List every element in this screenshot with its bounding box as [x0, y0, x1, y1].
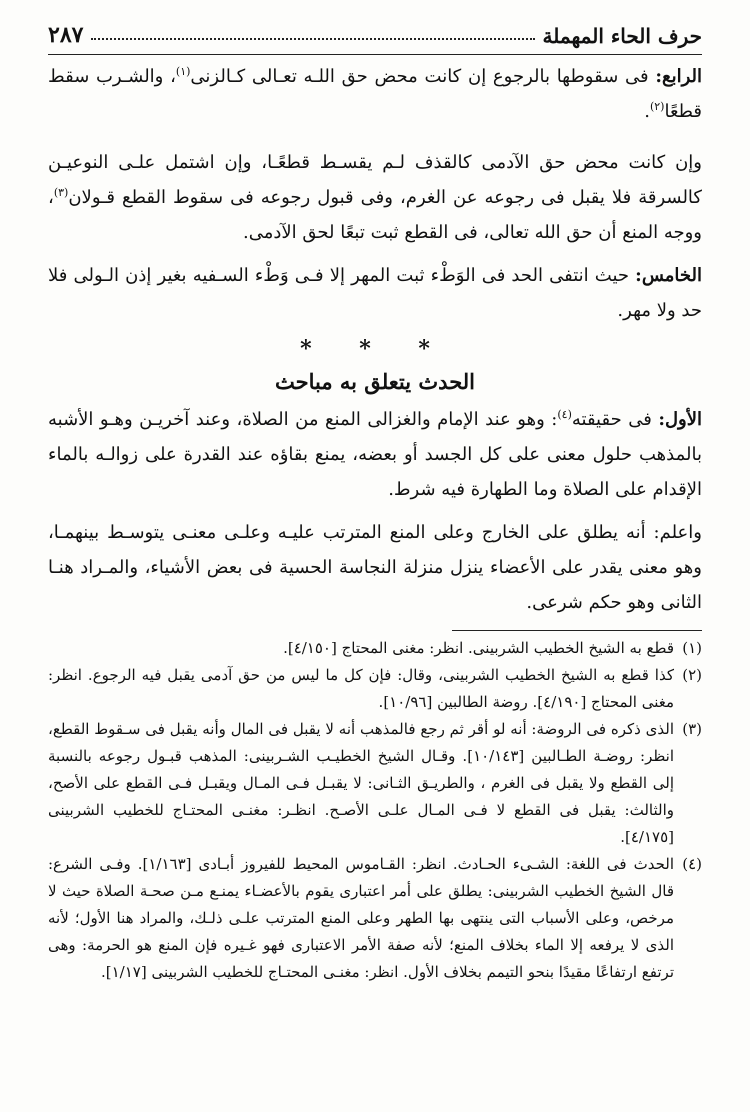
paragraph-text: : وهو عند الإمام والغزالى المنع من الصلاة، وعند آخريـن وهـو الأشبه بالمذهب حلول معنى على كل الجسد أو بعضه، يمنع بقاؤه عند القدرة على زوالـه بالماء الإقدام على الصلاة وما الطهارة فيه شرط.: [48, 409, 702, 500]
footnote-ref[interactable]: (١): [175, 65, 191, 78]
paragraph-text: واعلم: أنه يطلق على الخارج وعلى المنع المترتب عليـه وعلـى معنـى يتوسـط بينهمـا، وهو معنى يقدر على الأعضاء ينزل منزلة النجاسة الحسية فى بعض الأشياء، والمـراد هنـا الثانى وهو حكم شرعى.: [48, 522, 702, 613]
footnote: [48, 662, 702, 716]
paragraph-text: فى سقوطها بالرجوع إن كانت محض حق اللـه تعـالى كـالزنى: [190, 66, 656, 87]
footnote-text: قطع به الشيخ الخطيب الشربينى. انظر: مغنى المحتاج [٤/١٥٠].: [283, 639, 674, 657]
paragraph-text: .: [644, 101, 650, 122]
paragraph-label: الرابع:: [655, 66, 702, 87]
footnote-ref[interactable]: (٢): [649, 100, 665, 113]
paragraph-label: الخامس:: [635, 265, 702, 286]
footnotes: [48, 635, 702, 986]
paragraph-fifth: [48, 258, 702, 328]
footnote: [48, 716, 702, 851]
running-header: [48, 18, 702, 48]
paragraph-fourth: [48, 59, 702, 129]
footnote-divider: [452, 630, 702, 631]
paragraph-text: ، ووجه المنع أن حق الله تعالى، فى القطع ثبت تبعًا لحق الآدمى.: [48, 187, 702, 243]
paragraph-text: حيث انتفى الحد فى الوَطْء ثبت المهر إلا فـى وَطْء السـفيه بغير إذن الـولى فلا حد ولا مهر.: [48, 265, 702, 321]
header-leader-dots: [91, 38, 534, 40]
footnote-number: (٣): [682, 720, 702, 738]
header-title: حرف الحاء المهملة: [542, 24, 702, 48]
paragraph-text: وإن كانت محض حق الآدمى كالقذف لـم يقسـط قطعًـا، وإن اشتمل علـى النوعيـن كالسرقة فلا يقبل فى رجوعه عن الغرم، وفى قبول رجوعه فى سقوط القطع قـولان: [48, 152, 702, 208]
header-rule: [48, 54, 702, 55]
footnote-ref[interactable]: (٤): [557, 408, 572, 421]
footnote-number: (٤): [682, 855, 702, 873]
footnote: [48, 851, 702, 986]
paragraph-text: ، والشـرب سقط قطعًا: [48, 66, 702, 122]
footnote-text: كذا قطع به الشيخ الخطيب الشربينى، وقال: فإن كل ما ليس من حق آدمى يقبل فيه الرجوع. انظر: مغنى المحتاج [٤/١٩٠]. روضة الطالبين [١٠/٩٦].: [48, 666, 674, 711]
paragraph-human-right: [48, 145, 702, 250]
paragraph-know: [48, 515, 702, 620]
footnote-text: الذى ذكره فى الروضة: أنه لو أقر ثم رجع فالمذهب أنه لا يقبل فى المال وأنه يقبل فى سـقوط القطع، انظر: روضـة الطـالبين [١٠/١٤٣]. وقـال الشيخ الخطيـب الشـربينى: المذهب قبـول رجوعه بالنسبة إلى القطع ولا يقبل فى الغرم ، والطريـق الثـانى: لا يقبـل فـى المـال ويقبـل فـى القطع على الأصح، والثالث: يقبل فى القطع لا فـى المـال علـى الأصـح. انظـر: مغنـى المحتـاج للخطيب الشربينى [٤/١٧٥].: [48, 720, 675, 846]
footnote-number: (١): [682, 639, 702, 657]
paragraph-label: الأول:: [658, 409, 703, 430]
footnote: [48, 635, 702, 662]
paragraph-text: فى حقيقته: [571, 409, 659, 430]
section-heading: الحدث يتعلق به مباحث: [275, 369, 475, 394]
page-number: ٢٨٧: [48, 22, 84, 48]
footnote-ref[interactable]: (٣): [53, 186, 69, 199]
section-separator-stars: * * *: [300, 336, 450, 362]
footnote-text: الحدث فى اللغة: الشـىء الحـادث. انظر: القـاموس المحيط للفيروز أبـادى [١/١٦٣]. وفـى الشرع: قال الشيخ الخطيب الشربينى: يطلق على أمر اعتبارى يقوم بالأعضـاء يمنـع مـن صحـة الصلاة حيث لا مرخص، وعلى الأسباب التى ينتهى بها الطهر وعلى المنع المترتب علـى ذلـك، والمراد هنا الأول؛ لأنه الذى لا يرفعه إلا الماء بخلاف المنع؛ لأنه صفة الأمر الاعتبارى فهو غـيره فإن المنع هو الحرمة: وهى ترتفع ارتفاعًا مقيدًا بنحو التيمم بخلاف الأول. انظر: مغنـى المحتـاج للخطيب الشربينى [١/١٧].: [48, 855, 674, 981]
paragraph-first: [48, 402, 702, 507]
footnote-number: (٢): [682, 666, 702, 684]
